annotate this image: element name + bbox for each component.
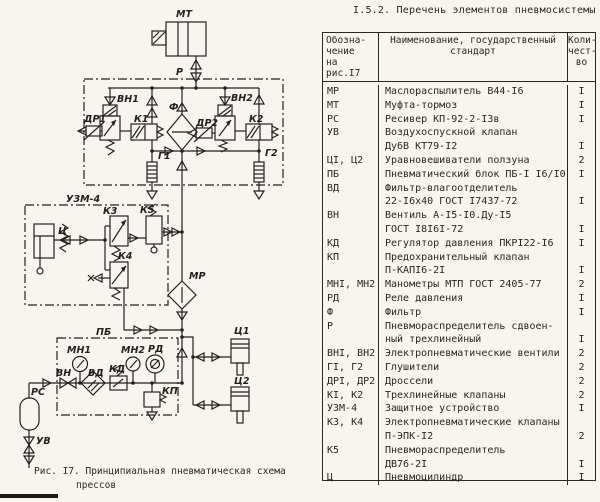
qty-cell: 2 bbox=[578, 389, 585, 401]
label-k3: К3 bbox=[103, 206, 118, 217]
section-title: I.5.2. Перечень элементов пневмосистемы bbox=[353, 5, 596, 16]
qty-cell: I bbox=[578, 292, 585, 304]
label-f: Ф bbox=[169, 102, 179, 113]
name-cell: Трехлинейные клапаны bbox=[379, 389, 568, 403]
table-row bbox=[323, 402, 595, 416]
name-cell: Ресивер КП-92-2-I3в bbox=[379, 113, 568, 127]
label-dr2: ДР2 bbox=[196, 118, 219, 129]
name-cell: Глушители bbox=[379, 361, 568, 375]
name-cell: Уравновешиватели ползуна bbox=[379, 154, 568, 168]
uzm4-box bbox=[25, 194, 182, 305]
name-cell: Воздухоспускной клапан Ду6В КТ79-I2 bbox=[379, 126, 568, 154]
name-cell: Электропневматические вентили bbox=[379, 347, 568, 361]
qty-cell: 2 bbox=[578, 375, 585, 387]
table-row bbox=[323, 168, 595, 182]
name-cell: Предохранительный клапан П-КАПI6-2I bbox=[379, 251, 568, 279]
receiver-rs-symbol bbox=[20, 383, 51, 468]
name-cell: Фильтр bbox=[379, 306, 568, 320]
qty-cell: 2 bbox=[578, 279, 585, 291]
name-cell: Дроссели bbox=[379, 375, 568, 389]
designation-cell: УЗМ-4 bbox=[323, 402, 379, 416]
air-bus bbox=[108, 86, 259, 90]
table-header-row bbox=[323, 33, 595, 82]
header-name: Наименование, государственный стандарт bbox=[379, 33, 568, 81]
label-rd: РД bbox=[148, 344, 164, 355]
label-mn1: МН1 bbox=[67, 345, 92, 356]
designation-cell: УВ bbox=[323, 126, 379, 154]
table-row bbox=[323, 209, 595, 237]
table-row bbox=[323, 251, 595, 279]
table-row bbox=[323, 471, 595, 485]
designation-cell: К3, К4 bbox=[323, 416, 379, 444]
qty-cell: I bbox=[578, 306, 585, 318]
label-k4: К4 bbox=[118, 251, 133, 262]
oiler-mr-symbol bbox=[168, 271, 205, 309]
designation-cell: КП bbox=[323, 251, 379, 279]
label-k5: К5 bbox=[140, 205, 155, 216]
qty-cell: I bbox=[578, 141, 585, 153]
scan-artifact bbox=[0, 494, 58, 498]
valve-vn2-symbol bbox=[215, 88, 253, 152]
filter-f-symbol bbox=[167, 88, 197, 150]
designation-cell: ПБ bbox=[323, 168, 379, 182]
designation-cell: МТ bbox=[323, 99, 379, 113]
table-row bbox=[323, 154, 595, 168]
clutch-brake-symbol bbox=[152, 9, 206, 88]
designation-cell: КД bbox=[323, 237, 379, 251]
pb-box bbox=[29, 327, 182, 420]
header-qty: Коли- чест- во bbox=[568, 35, 597, 68]
designation-cell: ВН bbox=[323, 209, 379, 237]
valve-k5-symbol bbox=[128, 204, 182, 253]
qty-cell: 2 bbox=[578, 361, 585, 373]
label-c2: Ц2 bbox=[234, 376, 250, 387]
name-cell: Вентиль А-I5-I0.Ду-I5 ГОСТ I8I6I-72 bbox=[379, 209, 568, 237]
label-c1: Ц1 bbox=[234, 326, 250, 337]
table-row bbox=[323, 113, 595, 127]
table-row bbox=[323, 99, 595, 113]
name-cell: Муфта-тормоз bbox=[379, 99, 568, 113]
qty-cell: I bbox=[578, 237, 585, 249]
table-row bbox=[323, 375, 595, 389]
qty-cell: I bbox=[578, 223, 585, 235]
designation-cell: МНI, МН2 bbox=[323, 278, 379, 292]
name-cell: Манометры МТП ГОСТ 2405-77 bbox=[379, 278, 568, 292]
designation-cell: МР bbox=[323, 85, 379, 99]
uzm-output-line bbox=[124, 288, 182, 334]
label-mn2: МН2 bbox=[121, 345, 146, 356]
label-dr1: ДР1 bbox=[84, 114, 107, 125]
label-kp: КП bbox=[162, 386, 178, 397]
name-cell: Маслораспылитель В44-I6 bbox=[379, 85, 568, 99]
designation-cell: РС bbox=[323, 113, 379, 127]
designation-cell: Р bbox=[323, 320, 379, 348]
table-row bbox=[323, 278, 595, 292]
name-cell: Электропневматические клапаны П-ЭПК-I2 bbox=[379, 416, 568, 444]
qty-cell: 2 bbox=[578, 430, 585, 442]
elements-table bbox=[322, 32, 597, 484]
qty-cell: 2 bbox=[578, 154, 585, 166]
name-cell: Пневмораспределитель сдвоен- ный трехлинейный bbox=[379, 320, 568, 348]
qty-cell: I bbox=[578, 403, 585, 415]
table-row bbox=[323, 361, 595, 375]
header-designation: Обозна- чение на рис.I7 bbox=[323, 33, 379, 81]
label-pb: ПБ bbox=[96, 327, 112, 338]
figure-caption-line2: прессов bbox=[76, 480, 117, 491]
table-row bbox=[323, 416, 595, 444]
qty-cell: I bbox=[578, 86, 585, 97]
muffler-g1-symbol bbox=[147, 140, 171, 199]
label-vn1: ВН1 bbox=[117, 94, 139, 105]
name-cell: Пневмоцилиндр bbox=[379, 471, 568, 485]
designation-cell: К5 bbox=[323, 444, 379, 472]
label-c-small: Ц bbox=[58, 226, 67, 237]
label-k2: К2 bbox=[249, 114, 264, 125]
label-mr: МР bbox=[189, 271, 206, 282]
name-cell: Пневматический блок ПБ-I I6/I0 bbox=[379, 168, 568, 182]
label-vd: ВД bbox=[88, 368, 104, 379]
table-row bbox=[323, 182, 595, 210]
designation-cell: РД bbox=[323, 292, 379, 306]
table-row bbox=[323, 347, 595, 361]
table-row bbox=[323, 320, 595, 348]
qty-cell: I bbox=[578, 265, 585, 277]
qty-cell: I bbox=[578, 99, 585, 111]
qty-cell: I bbox=[578, 472, 585, 484]
name-cell: Защитное устройство bbox=[379, 402, 568, 416]
name-cell: Пневмораспределитель ДВ76-2I bbox=[379, 444, 568, 472]
table-row bbox=[323, 306, 595, 320]
counterbalance-cylinders bbox=[182, 326, 250, 423]
cylinder-c-symbol bbox=[34, 224, 68, 274]
muffler-g2-symbol bbox=[254, 140, 278, 199]
qty-cell: 2 bbox=[578, 348, 585, 360]
table-row bbox=[323, 389, 595, 403]
label-k1: К1 bbox=[134, 114, 149, 125]
designation-cell: Ф bbox=[323, 306, 379, 320]
designation-cell: Ц bbox=[323, 471, 379, 485]
name-cell: Регулятор давления ПКРI22-I6 bbox=[379, 237, 568, 251]
cross-line bbox=[150, 147, 259, 155]
label-g2: Г2 bbox=[265, 148, 278, 159]
label-mt: МТ bbox=[176, 9, 192, 20]
label-vn2: ВН2 bbox=[231, 93, 253, 104]
figure-caption-line1: Рис. I7. Принципиальная пневматическая схема bbox=[34, 466, 286, 477]
label-p: Р bbox=[176, 67, 183, 78]
qty-cell: I bbox=[578, 168, 585, 180]
designation-cell: ГI, Г2 bbox=[323, 361, 379, 375]
table-row bbox=[323, 292, 595, 306]
label-kd: КД bbox=[109, 364, 126, 375]
name-cell: Реле давления bbox=[379, 292, 568, 306]
label-rs: РС bbox=[31, 387, 45, 398]
table-row bbox=[323, 237, 595, 251]
designation-cell: ВНI, ВН2 bbox=[323, 347, 379, 361]
designation-cell: ДРI, ДР2 bbox=[323, 375, 379, 389]
table-row bbox=[323, 444, 595, 472]
table-row bbox=[323, 85, 595, 99]
qty-cell: I bbox=[578, 458, 585, 470]
table-row bbox=[323, 126, 595, 154]
qty-cell: I bbox=[578, 113, 585, 125]
label-uv: УВ bbox=[36, 436, 51, 447]
label-uzm4: УЗМ-4 bbox=[66, 194, 101, 205]
designation-cell: ВД bbox=[323, 182, 379, 210]
elements-table-body bbox=[323, 82, 595, 485]
qty-cell: I bbox=[578, 196, 585, 208]
valve-k4-symbol bbox=[88, 251, 133, 300]
label-g1: Г1 bbox=[158, 151, 171, 162]
designation-cell: КI, К2 bbox=[323, 389, 379, 403]
throttle-dr2-symbol bbox=[188, 118, 218, 142]
name-cell: Фильтр-влагоотделитель 22-I6х40 ГОСТ I7437-72 bbox=[379, 182, 568, 210]
qty-cell: I bbox=[578, 334, 585, 346]
label-vn: ВН bbox=[56, 368, 72, 379]
designation-cell: ЦI, Ц2 bbox=[323, 154, 379, 168]
